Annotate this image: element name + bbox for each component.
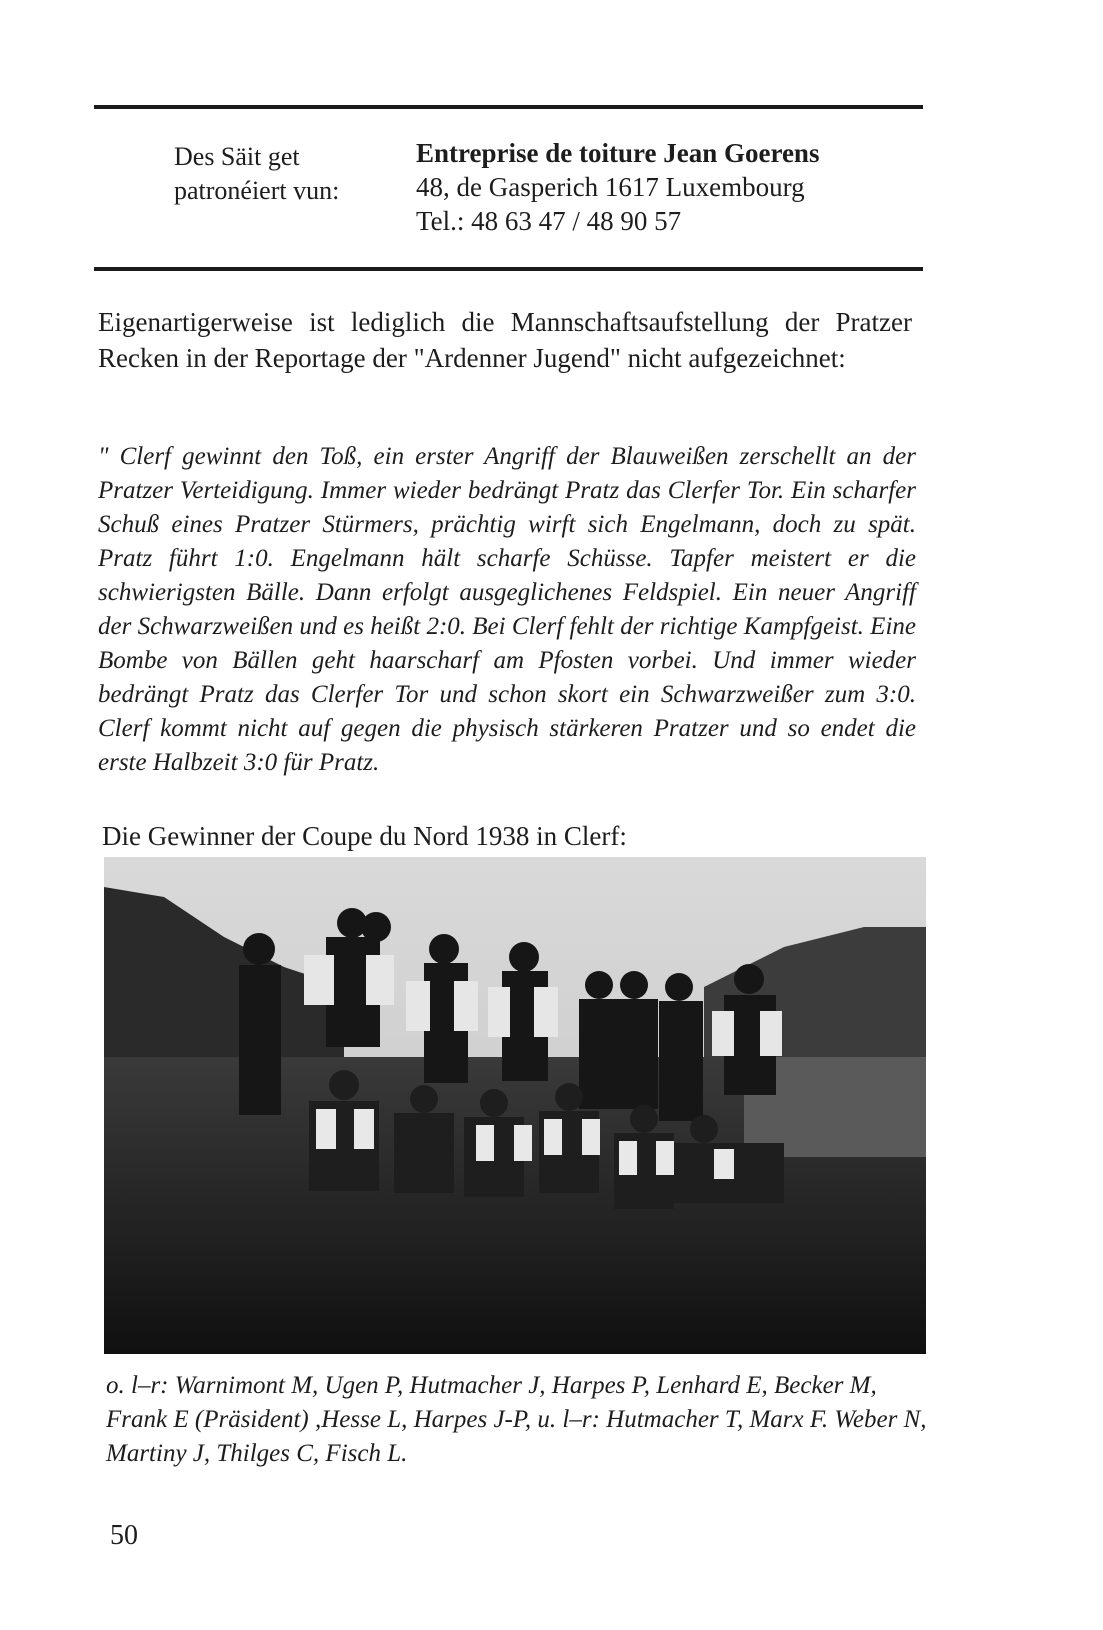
bottom-divider bbox=[94, 267, 923, 271]
sponsor-label-line1: Des Säit get bbox=[174, 142, 300, 171]
sponsor-company: Entreprise de toiture Jean Goerens bbox=[416, 138, 820, 168]
intro-paragraph: Eigenartigerweise ist lediglich die Mannschaftsaufstellung der Pratzer Recken in der Reportage der "Ardenner Jugend" nicht aufgezeichnet: bbox=[98, 307, 912, 373]
photo-caption: o. l–r: Warnimont M, Ugen P, Hutmacher J, Harpes P, Lenhard E, Becker M, Frank E (Präsident) ,Hesse L, Harpes J-P, u. l–r: Hutmacher T, Marx F. Weber N, Martiny J, Thilges C, Fisch L. bbox=[106, 1372, 927, 1467]
match-report-quote: " Clerf gewinnt den Toß, ein erster Angriff der Blauweißen zerschellt an der Pratzer Verteidigung. Immer wieder bedrängt Pratz das Clerfer Tor. Ein scharfer Schuß eines Pratzer Stürmers, prächtig wirft sich Engelmann, doch zu spät. Pratz führt 1:0. Engelmann hält scharfe Schüsse. Tapfer meistert er die schwierigsten Bälle. Dann erfolgt ausgeglichenes Feldspiel. Ein neuer Angriff der Schwarzweißen und es heißt 2:0. Bei Clerf fehlt der richtige Kampfgeist. Eine Bombe von Bällen geht haarscharf am Pfosten vorbei. Und immer wieder bedrängt Pratz das Clerfer Tor und schon skort ein Schwarzweißer zum 3:0. Clerf kommt nicht auf gegen die physisch stärkeren Pratzer und so endet die erste Halbzeit 3:0 für Pratz. bbox=[98, 443, 916, 776]
sponsor-label bbox=[174, 140, 339, 208]
sponsor-address: 48, de Gasperich 1617 Luxembourg bbox=[416, 172, 805, 202]
page-number: 50 bbox=[110, 1520, 138, 1551]
photo-heading: Die Gewinner der Coupe du Nord 1938 in Clerf: bbox=[102, 821, 627, 851]
top-divider bbox=[94, 105, 923, 109]
sponsor-label-line2: patronéiert vun: bbox=[174, 176, 340, 205]
sponsor-phone: Tel.: 48 63 47 / 48 90 57 bbox=[416, 206, 682, 236]
team-photo bbox=[104, 857, 926, 1354]
sponsor-info bbox=[416, 136, 819, 238]
